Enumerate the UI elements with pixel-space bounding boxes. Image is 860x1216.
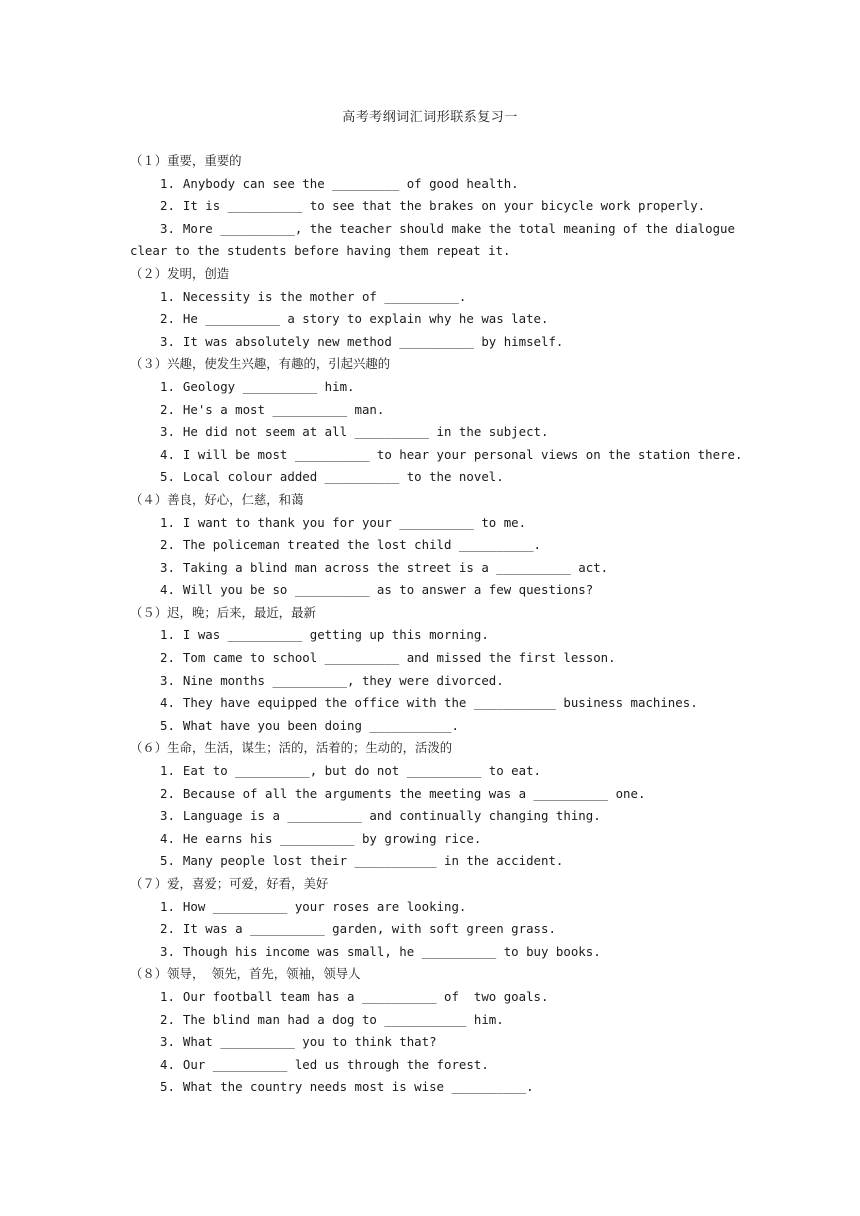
item-text: What the country needs most is wise __________. xyxy=(182,1079,534,1095)
exercise-item xyxy=(130,1076,730,1099)
item-number: 4. xyxy=(160,446,175,462)
exercise-item xyxy=(130,986,730,1009)
item-number: 3. xyxy=(160,559,175,575)
exercise-list xyxy=(130,150,743,1099)
item-number: 2. xyxy=(160,537,175,553)
item-text: What have you been doing ___________. xyxy=(182,717,459,733)
item-text: More __________, the teacher should make the total meaning of the dialogue xyxy=(182,220,735,236)
item-text: Language is a __________ and continually changing thing. xyxy=(182,808,601,824)
exercise-item xyxy=(130,692,730,715)
item-text: The policeman treated the lost child __________. xyxy=(182,537,541,553)
item-number: 4. xyxy=(160,695,175,711)
item-number: 5. xyxy=(160,1079,175,1095)
exercise-item xyxy=(130,512,730,535)
item-text: What __________ you to think that? xyxy=(182,1034,437,1050)
item-number: 1. xyxy=(160,378,175,394)
item-number: 4. xyxy=(160,830,175,846)
exercise-item xyxy=(130,579,730,602)
item-text: It is __________ to see that the brakes on your bicycle work properly. xyxy=(182,198,706,214)
item-number: 5. xyxy=(160,853,175,869)
exercise-item xyxy=(130,308,730,331)
item-text: Local colour added __________ to the novel. xyxy=(182,469,504,485)
exercise-item xyxy=(130,941,730,964)
item-number: 2. xyxy=(160,650,175,666)
item-number: 1. xyxy=(160,988,175,1004)
item-number: 1. xyxy=(160,288,175,304)
item-text: They have equipped the office with the ___________ business machines. xyxy=(182,695,698,711)
exercise-item xyxy=(130,399,730,422)
exercise-item xyxy=(130,783,730,806)
item-text: He's a most __________ man. xyxy=(182,401,385,417)
item-number: 5. xyxy=(160,717,175,733)
item-text: It was absolutely new method __________ by himself. xyxy=(182,333,564,349)
item-text: Because of all the arguments the meeting was a __________ one. xyxy=(182,785,646,801)
exercise-item xyxy=(130,828,730,851)
item-text: Many people lost their ___________ in the accident. xyxy=(182,853,564,869)
exercise-item xyxy=(130,918,730,941)
item-number: 1. xyxy=(160,175,175,191)
item-number: 2. xyxy=(160,785,175,801)
item-number: 3. xyxy=(160,424,175,440)
item-text: Though his income was small, he __________ to buy books. xyxy=(182,943,601,959)
exercise-item xyxy=(130,670,730,693)
item-number: 4. xyxy=(160,1056,175,1072)
item-number: 2. xyxy=(160,198,175,214)
exercise-item xyxy=(130,534,730,557)
exercise-item xyxy=(130,286,730,309)
exercise-item xyxy=(130,557,730,580)
exercise-item xyxy=(130,444,743,467)
item-number: 4. xyxy=(160,582,175,598)
item-text: I will be most __________ to hear your personal views on the station there. xyxy=(182,446,743,462)
item-number: 2. xyxy=(160,401,175,417)
exercise-item xyxy=(130,1009,730,1032)
exercise-item xyxy=(130,624,730,647)
section-heading: （１）重要，重要的 xyxy=(130,153,242,168)
item-number: 1. xyxy=(160,514,175,530)
item-number: 3. xyxy=(160,220,175,236)
item-text: I want to thank you for your __________ to me. xyxy=(182,514,527,530)
item-text-continuation: clear to the students before having them repeat it. xyxy=(130,243,511,259)
section-heading: （７）爱，喜爱；可爱，好看，美好 xyxy=(130,876,329,891)
section-heading: （３）兴趣，使发生兴趣，有趣的，引起兴趣的 xyxy=(130,356,391,372)
exercise-item xyxy=(130,760,730,783)
section-heading: （５）迟，晚；后来，最近，最新 xyxy=(130,604,316,620)
item-number: 5. xyxy=(160,469,175,485)
exercise-item xyxy=(130,647,730,670)
item-text: The blind man had a dog to ___________ him. xyxy=(182,1011,504,1027)
item-number: 3. xyxy=(160,808,175,824)
item-text: Taking a blind man across the street is a __________ act. xyxy=(182,559,609,575)
item-text: How __________ your roses are looking. xyxy=(182,898,467,914)
item-number: 3. xyxy=(160,333,175,349)
item-number: 3. xyxy=(160,1034,175,1050)
item-number: 3. xyxy=(160,943,175,959)
item-text: Our football team has a __________ of two goals. xyxy=(182,988,549,1004)
item-text: Our __________ led us through the forest. xyxy=(182,1056,489,1072)
item-text: He __________ a story to explain why he was late. xyxy=(182,311,549,327)
exercise-item xyxy=(130,173,730,196)
exercise-item xyxy=(130,421,730,444)
exercise-item xyxy=(130,1031,730,1054)
section-heading: （６）生命，生活，谋生；活的，活着的；生动的，活泼的 xyxy=(130,740,453,756)
item-number: 1. xyxy=(160,627,175,643)
item-text: Will you be so __________ as to answer a few questions? xyxy=(182,582,594,598)
exercise-item xyxy=(130,331,730,354)
item-text: He earns his __________ by growing rice. xyxy=(182,830,482,846)
item-text: He did not seem at all __________ in the subject. xyxy=(182,424,549,440)
section-heading: （８）领导， 领先，首先，领袖，领导人 xyxy=(130,966,361,982)
item-number: 2. xyxy=(160,921,175,937)
exercise-item xyxy=(130,715,730,738)
item-number: 1. xyxy=(160,898,175,914)
exercise-item xyxy=(130,218,735,241)
section-heading: （２）发明，创造 xyxy=(130,265,230,281)
item-text: I was __________ getting up this morning. xyxy=(182,627,489,643)
item-number: 2. xyxy=(160,311,175,327)
item-number: 2. xyxy=(160,1011,175,1027)
exercise-item xyxy=(130,466,730,489)
exercise-item xyxy=(130,896,730,919)
item-number: 3. xyxy=(160,672,175,688)
item-text: Necessity is the mother of __________. xyxy=(182,288,467,304)
exercise-item xyxy=(130,1054,730,1077)
page-title: 高考考纲词汇词形联系复习一 xyxy=(342,110,518,125)
item-number: 1. xyxy=(160,763,175,779)
exercise-item xyxy=(130,850,730,873)
exercise-item xyxy=(130,376,730,399)
item-text: Nine months __________, they were divorced. xyxy=(182,672,504,688)
item-text: Anybody can see the _________ of good health. xyxy=(182,175,519,191)
exercise-item xyxy=(130,805,730,828)
section-heading: （４）善良，好心，仁慈，和蔼 xyxy=(130,491,304,507)
exercise-item xyxy=(130,195,730,218)
item-text: It was a __________ garden, with soft green grass. xyxy=(182,921,556,937)
item-text: Eat to __________, but do not __________ to eat. xyxy=(182,763,541,779)
item-text: Tom came to school __________ and missed the first lesson. xyxy=(182,650,616,666)
item-text: Geology __________ him. xyxy=(182,378,355,394)
